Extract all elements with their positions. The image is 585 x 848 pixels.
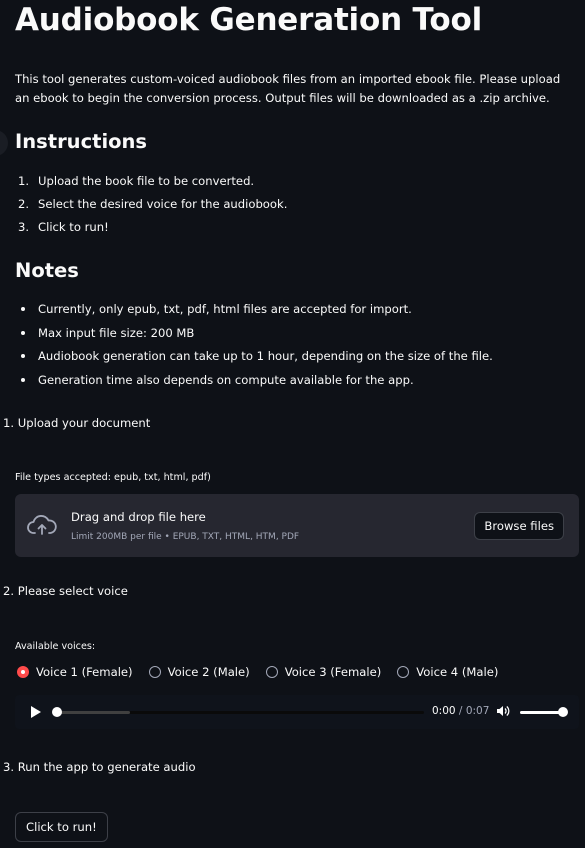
instruction-text: Select the desired voice for the audiobook. xyxy=(38,197,288,211)
seek-handle[interactable] xyxy=(52,707,62,717)
available-voices-label: Available voices: xyxy=(15,641,96,652)
note-text: Max input file size: 200 MB xyxy=(38,325,195,340)
radio-selected-icon xyxy=(17,666,29,678)
volume-handle[interactable] xyxy=(558,707,568,717)
voice-option-label: Voice 2 (Male) xyxy=(167,665,250,679)
seek-buffered xyxy=(57,711,130,714)
instructions-list xyxy=(18,172,287,241)
instruction-number: 3. xyxy=(18,220,30,234)
voice-option-label: Voice 3 (Female) xyxy=(284,665,382,679)
volume-slider[interactable] xyxy=(520,711,563,714)
instruction-item xyxy=(18,195,287,218)
page-title: Audiobook Generation Tool xyxy=(15,2,482,38)
instruction-text: Click to run! xyxy=(38,220,109,234)
run-step-label: 3. Run the app to generate audio xyxy=(3,760,196,774)
note-item xyxy=(18,300,493,324)
voice-option-1[interactable] xyxy=(17,665,133,679)
note-text: Audiobook generation can take up to 1 hour, depending on the size of the file. xyxy=(38,349,493,363)
radio-unselected-icon xyxy=(149,666,161,678)
bullet-icon xyxy=(21,307,25,311)
instruction-number: 1. xyxy=(18,174,30,188)
instruction-number: 2. xyxy=(18,197,30,211)
file-types-label: File types accepted: epub, txt, html, pdf) xyxy=(15,472,211,483)
voice-option-2[interactable] xyxy=(149,665,250,679)
duration: 0:07 xyxy=(465,705,490,717)
dropzone-limit: Limit 200MB per file • EPUB, TXT, HTML, HTM, PDF xyxy=(71,532,300,542)
notes-list xyxy=(18,300,493,394)
play-icon[interactable] xyxy=(30,705,42,719)
audio-player xyxy=(15,695,579,729)
note-item xyxy=(18,324,493,348)
cloud-upload-icon xyxy=(27,514,57,536)
upload-step-label: 1. Upload your document xyxy=(3,416,151,430)
voice-step-label: 2. Please select voice xyxy=(3,584,128,598)
file-dropzone[interactable] xyxy=(15,494,579,557)
bullet-icon xyxy=(21,378,25,382)
voice-option-3[interactable] xyxy=(266,665,382,679)
time-separator: / xyxy=(455,705,466,717)
radio-unselected-icon xyxy=(397,666,409,678)
intro-text: This tool generates custom-voiced audiobook files from an imported ebook file. Please upload an ebook to begin the conversion process. Output files will be downloaded as a .zip archive. xyxy=(15,72,561,105)
volume-fill xyxy=(520,711,563,714)
notes-heading: Notes xyxy=(15,259,79,282)
note-text: Generation time also depends on compute available for the app. xyxy=(38,372,414,387)
note-item xyxy=(18,347,493,371)
voice-option-label: Voice 4 (Male) xyxy=(416,665,499,679)
bullet-icon xyxy=(21,331,25,335)
instruction-text: Upload the book file to be converted. xyxy=(38,174,255,188)
bullet-icon xyxy=(21,354,25,358)
note-item xyxy=(18,371,493,395)
sidebar-toggle[interactable] xyxy=(0,130,8,156)
instruction-item xyxy=(18,172,287,195)
volume-icon[interactable] xyxy=(496,704,510,718)
current-time: 0:00 xyxy=(432,705,456,717)
run-button[interactable]: Click to run! xyxy=(15,812,108,842)
instructions-heading: Instructions xyxy=(15,130,148,153)
instruction-item xyxy=(18,218,287,241)
voice-radio-group xyxy=(17,665,514,679)
radio-unselected-icon xyxy=(266,666,278,678)
dropzone-title: Drag and drop file here xyxy=(71,510,206,524)
browse-files-button[interactable]: Browse files xyxy=(474,512,564,540)
seek-bar[interactable] xyxy=(57,711,424,714)
note-text: Currently, only epub, txt, pdf, html files are accepted for import. xyxy=(38,302,412,316)
time-display xyxy=(432,705,489,717)
voice-option-4[interactable] xyxy=(397,665,498,679)
voice-option-label: Voice 1 (Female) xyxy=(36,665,133,679)
